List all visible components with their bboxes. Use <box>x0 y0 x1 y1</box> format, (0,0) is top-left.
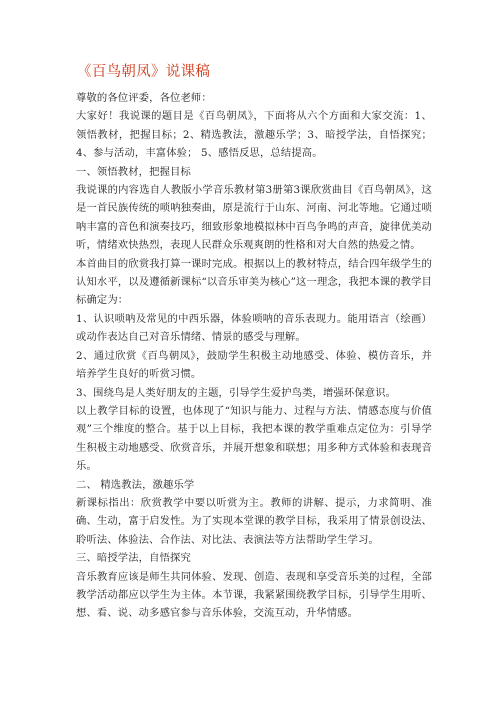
salutation: 尊敬的各位评委，各位老师： <box>76 92 212 104</box>
section-2-paragraph: 新课标指出：欣赏教学中要以听赏为主。教师的讲解、提示，力求简明、准确、生动，富于启发性。为了实现本堂课的教学目标，我采用了情景创设法、聆听法、体验法、合作法、对比法、表演法等方法帮助学生学习。 <box>76 496 432 546</box>
goal-item-1: 1、认识唢呐及常见的中西乐器，体验唢呐的音乐表现力。能用语言（绘画）或动作表达自己对音乐情绪、情景的感受与理解。 <box>76 312 432 344</box>
section-1-paragraph-1: 我说课的内容选自人教版小学音乐教材第3册第3课欣赏曲目《百鸟朝凤》，这是一首民族传统的唢呐独奏曲，原是流行于山东、河南、河北等地。它通过唢呐丰富的音色和演奏技巧，细致形象地模拟林中百鸟争鸣的声音，旋律优美动听，情绪欢快热烈，表现人民群众乐观爽朗的性格和对大自然的热爱之情。 <box>76 184 432 252</box>
document-page <box>76 62 432 623</box>
goal-item-3: 3、围绕鸟是人类好朋友的主题，引导学生爱护鸟类，增强环保意识。 <box>76 386 397 399</box>
goal-item-2: 2、通过欣赏《百鸟朝凤》，鼓励学生积极主动地感受、体验、模仿音乐，并培养学生良好的听赏习惯。 <box>76 349 432 381</box>
section-3-heading: 三、暗授学法，自悟探究 <box>76 552 191 565</box>
section-3-paragraph: 音乐教育应该是师生共同体验、发现、创造、表现和享受音乐美的过程，全部教学活动都应以学生为主体。本节课，我紧紧围绕教学目标，引导学生用听、想、看、说、动多感官参与音乐体验，交流互动，升华情感。 <box>76 570 432 620</box>
section-1-paragraph-2: 本首曲目的欣赏我打算一课时完成。根据以上的教材特点，结合四年级学生的认知水平，以及遵循新课标“以音乐审美为核心”这一理念，我把本课的教学目标确定为： <box>76 257 432 307</box>
document-title: 《百鸟朝凤》说课稿 <box>77 64 211 80</box>
section-2-heading: 二、 精选教法，激趣乐学 <box>76 478 195 491</box>
section-1-paragraph-3: 以上教学目标的设置，也体现了“知识与能力、过程与方法、情感态度与价值观”三个维度的整合。基于以上目标，我把本课的教学重难点定位为：引导学生积极主动地感受、欣赏音乐，并展开想象和联想；用多种方式体验和表现音乐。 <box>76 404 432 473</box>
intro-paragraph: 大家好！我说课的题目是《百鸟朝凤》，下面将从六个方面和大家交流：1、领悟教材，把握目标；2、精选教法，激趣乐学；3、暗授学法，自悟探究；4、参与活动，丰富体验； 5、感悟反思，总结提高。 <box>76 110 432 160</box>
section-1-heading: 一、领悟教材，把握目标 <box>76 165 191 178</box>
